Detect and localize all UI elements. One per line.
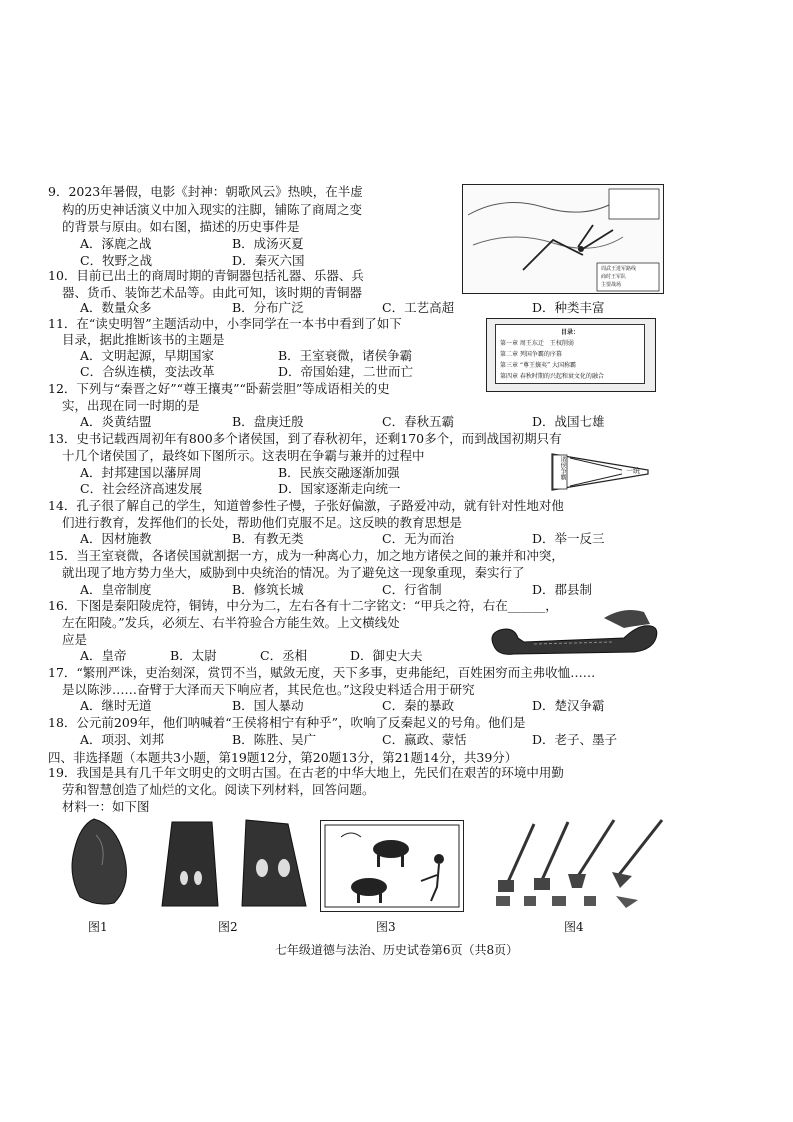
q9-line1: 9．2023年暑假，电影《封神：朝歌风云》热映，在半虚 <box>48 184 363 199</box>
ox-plowing-icon <box>321 821 463 911</box>
book-item: 第四章 春秋时期的兴起和衰文化的融合 <box>500 373 604 380</box>
q14-option-c[interactable]: C．无为而治 <box>382 531 455 546</box>
fig-label-left: 诸侯争霸 <box>559 456 566 480</box>
q18-option-a[interactable]: A．项羽、刘邦 <box>80 732 165 747</box>
q10-option-a[interactable]: A．数量众多 <box>80 300 152 315</box>
q15-line2: 就出现了地方势力坐大，威胁到中央统治的情况。为了避免这一现象重现，秦实行了 <box>62 565 525 580</box>
section-heading: 四、非选择题（本题共3小题，第19题12分，第20题13分，第21题14分，共39分） <box>48 750 518 765</box>
q13-line2: 十几个诸侯国了，最终如下图所示。这表明在争霸与兼并的过程中 <box>62 448 425 463</box>
q13-option-d[interactable]: D．国家逐渐走向统一 <box>278 481 401 496</box>
q10-option-c[interactable]: C．工艺高超 <box>382 300 455 315</box>
legend-item: 商纣王军队 <box>601 274 627 280</box>
fig-label-right: 一统 <box>626 467 640 475</box>
q11-option-c[interactable]: C．合纵连横，变法改革 <box>80 364 215 379</box>
book-title: 目录： <box>560 329 579 336</box>
farm-tools-icon <box>488 816 668 912</box>
q16-tiger-tally-image <box>484 598 664 660</box>
q11-line1: 11．在“读史明智”主题活动中，小李同学在一本书中看到了如下 <box>48 316 402 331</box>
q12-line1: 12．下列与“秦晋之好”“尊王攘夷”“卧薪尝胆”等成语相关的史 <box>48 381 390 396</box>
tiger-tally-icon <box>484 598 664 660</box>
legend-item: 周武王进军路线 <box>601 266 637 272</box>
q16-line2: 左在阳陵。”发兵，必须左、右半符验合方能生效。上文横线处 <box>62 615 400 630</box>
q17-option-a[interactable]: A．继时无道 <box>80 698 152 713</box>
figure-3-caption: 图3 <box>376 920 396 934</box>
q11-option-b[interactable]: B．王室衰微，诸侯争霸 <box>278 348 413 363</box>
q9-option-d[interactable]: D．秦灭六国 <box>232 253 305 268</box>
map-legend <box>601 265 659 289</box>
book-item: 第二章 列国争霸的序幕 <box>500 351 562 358</box>
q12-option-d[interactable]: D．战国七雄 <box>532 414 605 429</box>
q9-line2: 构的历史神话演义中加入现实的注脚，铺陈了商周之变 <box>62 202 363 217</box>
legend-item: 主要战场 <box>601 282 622 288</box>
q18-line1: 18．公元前209年，他们呐喊着“王侯将相宁有种乎”，吹响了反秦起义的号角。他们是 <box>48 715 526 730</box>
q16-option-a[interactable]: A．皇帝 <box>80 648 127 663</box>
figure-4-caption: 图4 <box>564 920 584 934</box>
q9-line3: 的背景与原由。如右图，描述的历史事件是 <box>62 219 300 234</box>
figure-1-stone-tool <box>66 815 134 907</box>
figure-1-caption: 图1 <box>88 920 108 934</box>
q11-option-d[interactable]: D．帝国始建，二世而亡 <box>278 364 414 379</box>
q13-funnel-figure <box>550 452 650 492</box>
q11-book-contents <box>486 318 656 392</box>
q18-option-d[interactable]: D．老子、墨子 <box>532 732 618 747</box>
q9-battle-map <box>462 184 664 294</box>
q15-option-b[interactable]: B．修筑长城 <box>232 582 304 597</box>
figure-2-caption: 图2 <box>218 920 238 934</box>
q19-line1: 19．我国是具有几千年文明史的文明古国。在古老的中华大地上，先民们在艰苦的环境中用勤 <box>48 765 564 780</box>
q9-option-b[interactable]: B．成汤灭夏 <box>232 236 304 251</box>
q14-line1: 14．孔子很了解自己的学生，知道曾参性子慢，子张好偏激，子路爱冲动，就有针对性地对他 <box>48 498 564 513</box>
q15-option-d[interactable]: D．郡县制 <box>532 582 593 597</box>
q17-option-d[interactable]: D．楚汉争霸 <box>532 698 605 713</box>
q17-line1: 17．“繁刑严诛，吏治刻深，赏罚不当，赋敛无度，天下多事，吏弗能纪，百姓困穷而主弗收恤…… <box>48 665 596 680</box>
q15-option-c[interactable]: C．行省制 <box>382 582 442 597</box>
q11-line2: 目录，据此推断该书的主题是 <box>62 332 225 347</box>
q19-material-label: 材料一：如下图 <box>62 799 150 814</box>
q12-option-b[interactable]: B．盘庚迁殷 <box>232 414 304 429</box>
figure-4-farm-tools <box>488 816 668 912</box>
q13-option-c[interactable]: C．社会经济高速发展 <box>80 481 203 496</box>
q17-line2: 是以陈涉……奋臂于大泽而天下响应者，其民危也。”这段史料适合用于研究 <box>62 682 475 697</box>
figure-3-ox-plowing <box>320 820 464 912</box>
q12-line2: 实，出现在同一时期的是 <box>62 398 200 413</box>
book-page <box>495 324 645 384</box>
q10-line2: 器、货币、装饰艺术品等。由此可知，该时期的青铜器 <box>62 285 363 300</box>
q10-line1: 10．目前已出土的商周时期的青铜器包括礼器、乐器、兵 <box>48 268 364 283</box>
book-item: 第三章 “尊王攘夷” 大国称霸 <box>500 362 576 369</box>
q16-line3: 应是 <box>62 632 88 647</box>
q16-option-c[interactable]: C．丞相 <box>260 648 308 663</box>
book-item: 第一章 周王东迁 王权削弱 <box>500 340 574 347</box>
q15-option-a[interactable]: A．皇帝制度 <box>80 582 152 597</box>
page-footer: 七年级道德与法治、历史试卷第6页（共8页） <box>274 943 519 957</box>
q13-option-b[interactable]: B．民族交融逐渐加强 <box>278 465 400 480</box>
q10-option-d[interactable]: D．种类丰富 <box>532 300 605 315</box>
q16-line1: 16．下图是秦阳陵虎符，铜铸，中分为二，左右各有十二字铭文：“甲兵之符，右在______， <box>48 598 558 613</box>
q14-option-b[interactable]: B．有教无类 <box>232 531 304 546</box>
q11-option-a[interactable]: A．文明起源，早期国家 <box>80 348 215 363</box>
q15-line1: 15．当王室衰微，各诸侯国就割据一方，成为一种离心力，加之地方诸侯之间的兼并和冲突， <box>48 548 564 563</box>
q10-option-b[interactable]: B．分布广泛 <box>232 300 304 315</box>
stone-tool-icon <box>66 815 134 907</box>
q9-option-a[interactable]: A．涿鹿之战 <box>80 236 152 251</box>
q9-option-c[interactable]: C．牧野之战 <box>80 253 153 268</box>
q18-option-b[interactable]: B．陈胜、吴广 <box>232 732 317 747</box>
q12-option-a[interactable]: A．炎黄结盟 <box>80 414 152 429</box>
figure-2-bone-tools <box>158 818 310 910</box>
q18-option-c[interactable]: C．嬴政、蒙恬 <box>382 732 467 747</box>
q12-option-c[interactable]: C．春秋五霸 <box>382 414 455 429</box>
q19-line2: 劳和智慧创造了灿烂的文化。阅读下列材料，回答问题。 <box>62 782 375 797</box>
q14-option-a[interactable]: A．因材施教 <box>80 531 152 546</box>
q14-option-d[interactable]: D．举一反三 <box>532 531 605 546</box>
bone-tool-icon <box>158 818 310 910</box>
q13-option-a[interactable]: A．封邦建国以藩屏周 <box>80 465 202 480</box>
q16-option-b[interactable]: B．太尉 <box>170 648 217 663</box>
q13-line1: 13．史书记载西周初年有800多个诸侯国，到了春秋初年，还剩170多个，而到战国初期只有 <box>48 431 562 446</box>
q17-option-c[interactable]: C．秦的暴政 <box>382 698 455 713</box>
q17-option-b[interactable]: B．国人暴动 <box>232 698 304 713</box>
q14-line2: 们进行教育，发挥他们的长处，帮助他们克服不足。这反映的教育思想是 <box>62 515 463 530</box>
q16-option-d[interactable]: D．御史大夫 <box>350 648 423 663</box>
